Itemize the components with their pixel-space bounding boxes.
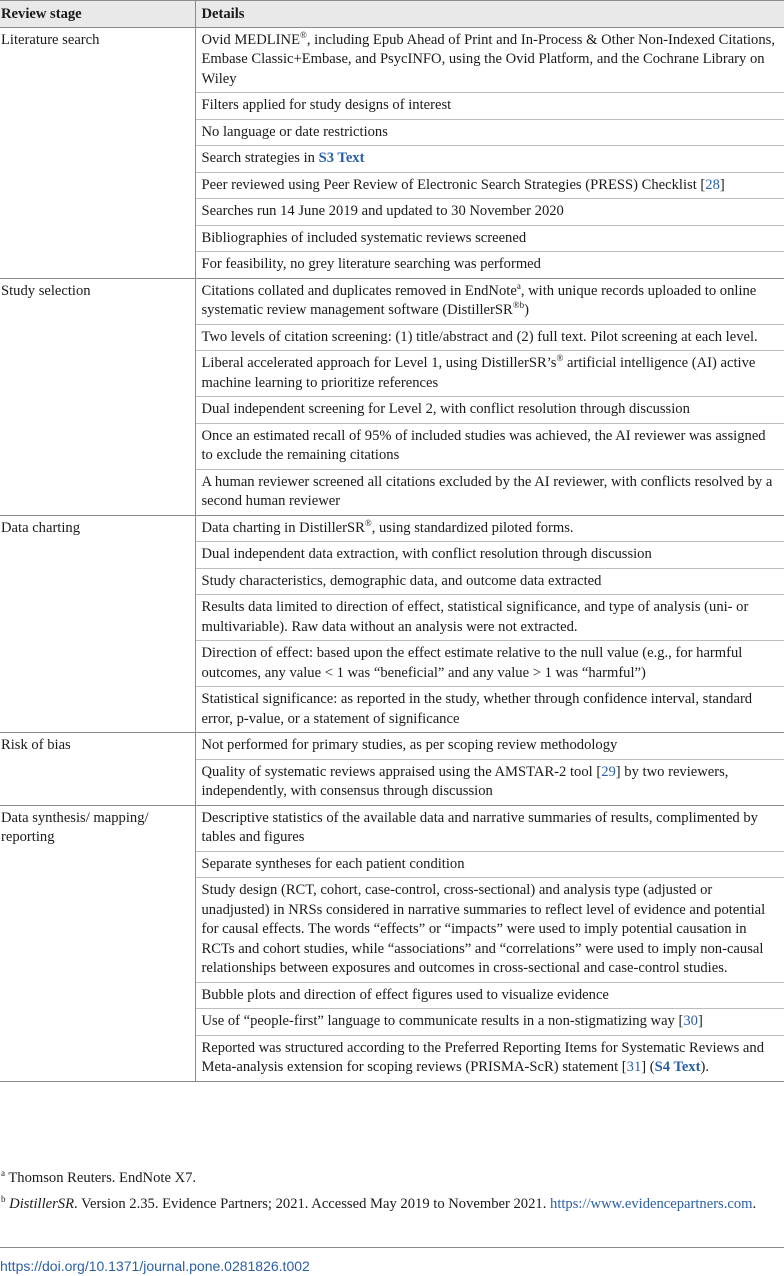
list-item: Reported was structured according to the Preferred Reporting Items for Systematic Reviews and Meta-analysis extension for scoping reviews (PRISMA-ScR) statement [31] (S4 Text). [201,1039,765,1075]
details-study-selection [195,278,784,515]
list-item: Separate syntheses for each patient condition [196,852,784,879]
list-item: Quality of systematic reviews appraised using the AMSTAR-2 tool [29] by two reviewers, independently, with consensus through discussion [201,763,729,799]
footnote-b [0,1191,784,1217]
evidence-partners-link[interactable]: https://www.evidencepartners.com [550,1196,753,1212]
ref-29-link[interactable]: 29 [601,763,616,780]
list-item: Citations collated and duplicates removed in EndNote$^a$, with unique records uploaded to online systematic review management software (DistillerSR$^{®b}$) [196,279,784,325]
s4-text-link[interactable]: S4 Text [654,1059,701,1075]
footnote-a-label: a [1,1168,5,1178]
list-item: Filters applied for study designs of interest [196,93,784,120]
stage-literature-search: Literature search [0,27,195,278]
table-row [0,733,784,806]
table-row [0,515,784,733]
details-data-charting [195,515,784,733]
s3-text-link[interactable]: S3 Text [318,150,365,166]
list-item: Descriptive statistics of the available data and narrative summaries of results, complimented by tables and figures [196,806,784,852]
list-item: Two levels of citation screening: (1) title/abstract and (2) full text. Pilot screening at each level. [196,325,784,352]
list-item: Ovid MEDLINE®, including Epub Ahead of Print and In-Process & Other Non-Indexed Citations, Embase Classic+Embase, and PsycINFO, using the Ovid Platform, and the Cochrane Library on Wiley [196,28,784,94]
table-header-row [0,1,784,28]
ref-28-link[interactable]: 28 [705,176,720,193]
list-item: Searches run 14 June 2019 and updated to 30 November 2020 [196,199,784,226]
table-row [0,27,784,278]
stage-data-charting: Data charting [0,515,195,733]
table-row [0,278,784,515]
registered-mark: ® [556,353,564,363]
footnote-a [0,1165,784,1191]
header-review-stage: Review stage [0,1,195,28]
list-item: Dual independent screening for Level 2, with conflict resolution through discussion [196,397,784,424]
footnote-b-italic: DistillerSR [9,1196,75,1212]
table-row [0,805,784,1081]
list-item: Search strategies in S3 Text [196,146,784,173]
registered-mark: ® [364,517,372,528]
list-item: Dual independent data extraction, with conflict resolution through discussion [196,542,784,569]
list-item: Results data limited to direction of effect, statistical significance, and type of analysis (uni- or multivariable). Raw data without an analysis were not extracted. [196,595,784,641]
list-item: Bubble plots and direction of effect figures used to visualize evidence [196,983,784,1010]
list-item: Not performed for primary studies, as per scoping review methodology [196,733,784,760]
ref-30-link[interactable]: 30 [683,1013,698,1029]
stage-risk-of-bias: Risk of bias [0,733,195,806]
details-data-synthesis [195,805,784,1081]
list-item: Study design (RCT, cohort, case-control, cross-sectional) and analysis type (adjusted or unadjusted) in NRSs considered in narrative summaries to reflect level of evidence and potential for causal effects. The words “effects” or “impacts” were used to imply potential causation in RCTs and cohort studies, while “associations” and “correlations” were used to imply non-causal relationships between exposures and outcomes in cross-sectional and case-control studies. [196,878,784,983]
list-item: Peer reviewed using Peer Review of Electronic Search Strategies (PRESS) Checklist [28] [196,173,784,200]
list-item: Bibliographies of included systematic reviews screened [196,226,784,253]
footnote-a-mark: a [516,280,521,291]
stage-study-selection: Study selection [0,278,195,515]
footnote-b-end: . [752,1196,757,1212]
list-item: Liberal accelerated approach for Level 1, using DistillerSR’s® artificial intelligence (AI) active machine learning to prioritize references [196,351,784,397]
list-item: A human reviewer screened all citations excluded by the AI reviewer, with conflicts resolved by a second human reviewer [201,473,773,509]
list-item: Use of “people-first” language to communicate results in a non-stigmatizing way [30] [196,1009,784,1036]
list-item: Statistical significance: as reported in the study, whether through confidence interval, standard error, p-value, or a statement of significance [201,691,753,727]
ref-31-link[interactable]: 31 [626,1059,642,1075]
registered-mark: ® [300,29,307,40]
list-item: Data charting in DistillerSR®, using standardized piloted forms. [196,516,784,543]
stage-data-synthesis: Data synthesis/ mapping/ reporting [0,805,195,1081]
footnote-a-text: Thomson Reuters. EndNote X7. [8,1170,197,1186]
list-item: Study characteristics, demographic data, and outcome data extracted [196,569,784,596]
details-risk-of-bias [195,733,784,806]
list-item: Once an estimated recall of 95% of included studies was achieved, the AI reviewer was assigned to exclude the remaining citations [196,424,784,470]
header-details: Details [195,1,784,28]
doi-link[interactable]: https://doi.org/10.1371/journal.pone.0281826.t002 [0,1247,784,1274]
list-item: No language or date restrictions [196,120,784,147]
table-footnotes [0,1165,784,1217]
footnote-b-text: . Version 2.35. Evidence Partners; 2021. Accessed May 2019 to November 2021. [74,1196,547,1212]
footnote-b-label: b [1,1194,6,1204]
details-literature-search [195,27,784,278]
list-item: For feasibility, no grey literature searching was performed [201,256,541,272]
list-item: Direction of effect: based upon the effect estimate relative to the null value (e.g., for harmful outcomes, any value < 1 was “beneficial” and any value > 1 was “harmful”) [196,641,784,687]
registered-b-mark: ®b [512,300,525,310]
